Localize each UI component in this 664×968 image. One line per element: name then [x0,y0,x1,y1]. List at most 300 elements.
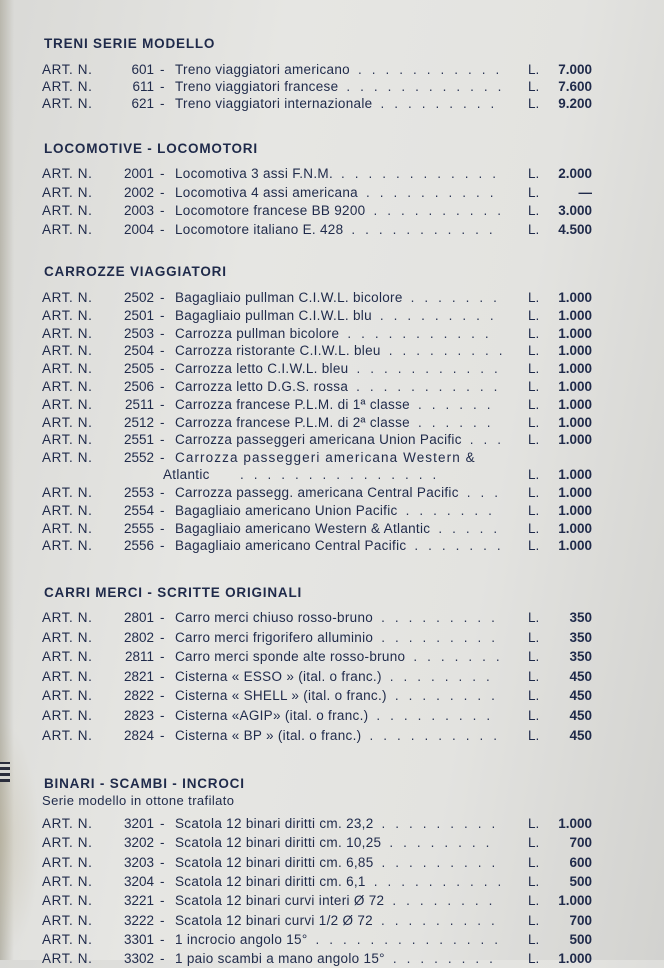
leader-dots: ....... [405,502,502,518]
currency-label: L. [528,485,540,500]
separator-dash: - [160,629,165,645]
article-price: 500 [569,873,592,889]
article-description: Locomotore italiano E. 428 [175,221,344,237]
article-label: ART. N. [42,166,93,181]
article-label: ART. N. [42,629,93,645]
article-number: 2502 [123,290,154,305]
currency-label: L. [528,221,540,237]
separator-dash: - [160,610,165,625]
separator-dash: - [160,79,165,94]
separator-dash: - [160,708,165,723]
article-price: — [578,184,592,200]
article-label: ART. N. [42,96,93,111]
article-number: 2552 [123,450,154,466]
section-title: CARROZZE VIAGGIATORI [44,264,227,279]
price-row [0,79,664,96]
currency-label: L. [528,343,540,359]
currency-label: L. [528,538,540,554]
currency-label: L. [528,96,540,111]
currency-label: L. [528,708,540,723]
section-title: CARRI MERCI - SCRITTE ORIGINALI [44,585,303,600]
article-label: ART. N. [42,361,93,377]
leader-dots: ............... [240,467,447,483]
leader-dots: ......... [381,629,505,645]
separator-dash: - [160,361,165,377]
article-description: Scatola 12 binari diritti cm. 23,2 [175,816,374,831]
separator-dash: - [160,668,165,684]
leader-dots: ........ [392,893,503,909]
article-number: 2004 [123,221,154,237]
article-description: Carrozza passegg. americana Central Pacific [175,485,459,500]
leader-dots: ......... [379,307,504,323]
leader-dots: ........... [357,62,510,77]
separator-dash: - [160,835,165,851]
article-price: 700 [569,912,592,928]
article-price: 350 [569,649,592,665]
article-description: Locomotiva 4 assi americana [175,184,358,200]
article-number: 2822 [123,688,154,704]
article-description: Scatola 12 binari diritti cm. 6,1 [175,873,366,889]
article-number: 3221 [123,893,154,909]
leader-dots: ....... [414,538,511,554]
separator-dash: - [160,414,165,430]
article-number: 3301 [123,931,154,947]
article-label: ART. N. [42,854,93,870]
separator-dash: - [160,166,165,181]
article-number: 3203 [123,854,154,870]
article-label: ART. N. [42,835,93,851]
separator-dash: - [160,688,165,704]
article-label: ART. N. [42,931,93,947]
article-label: ART. N. [42,485,93,500]
article-price: 500 [569,931,592,947]
article-label: ART. N. [42,502,93,518]
price-row [0,610,664,627]
article-description: Scatola 12 binari curvi interi Ø 72 [175,893,385,909]
article-description: Scatola 12 binari diritti cm. 10,25 [175,835,382,851]
leader-dots: ........ [392,951,503,967]
article-description: Carrozza letto C.I.W.L. bleu [175,361,349,377]
article-description: Bagagliaio americano Central Pacific [175,538,407,554]
article-number: 2811 [124,649,154,665]
price-row [0,203,664,220]
article-label: ART. N. [42,668,93,684]
separator-dash: - [160,854,165,870]
article-label: ART. N. [42,816,93,831]
article-price: 350 [569,629,592,645]
article-number: 3201 [123,816,154,831]
currency-label: L. [528,629,540,645]
article-description: 1 paio scambi a mano angolo 15° [175,951,385,967]
article-number: 621 [131,96,154,111]
separator-dash: - [160,184,165,200]
section-3 [0,264,664,554]
article-price: 1.000 [558,520,592,536]
section-1 [0,36,664,111]
article-description: Scatola 12 binari diritti cm. 6,85 [175,854,374,870]
article-label: ART. N. [42,649,93,665]
article-number: 601 [131,62,154,77]
article-description: Cisterna « BP » (ital. o franc.) [175,727,362,743]
article-price: 450 [569,668,592,684]
article-price: 1.000 [558,396,592,412]
article-description: Carrozza francese P.L.M. di 2ª classe [175,414,410,430]
separator-dash: - [160,450,165,466]
article-number: 2823 [123,708,154,723]
currency-label: L. [528,203,540,218]
article-price: 3.000 [558,203,592,218]
section-title: BINARI - SCAMBI - INCROCI [44,776,245,791]
leader-dots: ........ [389,668,500,684]
separator-dash: - [160,816,165,831]
currency-label: L. [528,379,540,394]
section-2 [0,141,664,237]
article-description: Cisterna «AGIP» (ital. o franc.) [175,708,369,723]
leader-dots: ...... [417,396,501,412]
leader-dots: ......... [388,343,513,359]
section-subtitle: Serie modello in ottone trafilato [42,793,235,808]
article-price: 1.000 [558,290,592,305]
separator-dash: - [160,502,165,518]
separator-dash: - [160,520,165,536]
article-description: Scatola 12 binari curvi 1/2 Ø 72 [175,912,373,928]
currency-label: L. [528,467,540,483]
article-number: 611 [132,79,154,94]
article-label: ART. N. [42,325,93,341]
currency-label: L. [528,62,540,77]
article-price: 1.000 [558,361,592,377]
price-row [0,326,664,343]
leader-dots: .............. [315,931,509,947]
article-price: 1.000 [558,485,592,500]
article-number: 3202 [123,835,154,851]
price-row [0,415,664,432]
price-row [0,835,664,852]
leader-dots: ...... [417,414,501,430]
article-description: Carro merci frigorifero alluminio [175,629,374,645]
separator-dash: - [160,893,165,909]
price-row [0,630,664,647]
price-row [0,688,664,705]
article-description: Carro merci sponde alte rosso-bruno [175,649,406,665]
article-description: Carrozza francese P.L.M. di 1ª classe [175,396,410,412]
article-description: Bagagliaio americano Union Pacific [175,502,398,518]
article-description: Locomotore francese BB 9200 [175,203,366,218]
article-number: 2511 [124,396,154,412]
article-description: Carrozza ristorante C.I.W.L. bleu [175,343,381,359]
section-4 [0,585,664,743]
leader-dots: ........ [394,688,505,704]
price-row [0,669,664,686]
price-row [0,308,664,325]
section-5 [0,776,664,967]
article-price: 450 [569,688,592,704]
article-number: 2003 [123,203,154,218]
leader-dots: ......... [381,854,506,870]
price-row [0,855,664,872]
article-description: Carrozza pullman bicolore [175,325,340,341]
leader-dots: ........... [351,221,503,237]
article-number: 2551 [123,432,154,448]
article-description: 1 incrocio angolo 15° [175,931,308,947]
leader-dots: ... [469,432,512,448]
article-price: 700 [569,835,592,851]
currency-label: L. [528,816,540,831]
article-number: 2801 [123,610,154,625]
article-number: 2504 [123,343,154,359]
article-label: ART. N. [42,708,93,723]
article-price: 1.000 [558,432,592,448]
separator-dash: - [160,931,165,947]
currency-label: L. [528,835,540,851]
article-description: Treno viaggiatori francese [175,79,339,94]
leader-dots: ..... [438,520,508,536]
article-description: Carro merci chiuso rosso-bruno [175,610,374,625]
article-price: 350 [569,610,592,625]
article-label: ART. N. [42,396,93,412]
article-price: 1.000 [558,325,592,341]
leader-dots: ........... [347,325,499,341]
article-number: 2555 [123,520,154,536]
price-row [0,816,664,833]
price-row [0,503,664,520]
article-label: ART. N. [42,873,93,889]
article-number: 3302 [123,951,154,967]
price-row [0,913,664,930]
currency-label: L. [528,502,540,518]
leader-dots: .......... [373,873,512,889]
article-number: 2512 [123,414,154,430]
leader-dots: ......... [376,708,501,723]
article-description: Carrozza passeggeri americana Western & [175,450,476,466]
separator-dash: - [160,290,165,305]
leader-dots: ......... [381,816,506,831]
article-number: 2802 [123,629,154,645]
article-label: ART. N. [42,343,93,359]
article-description: Carrozza passeggeri americana Union Pacific [175,432,462,448]
currency-label: L. [528,184,540,200]
article-price: 7.600 [558,79,592,94]
article-price: 4.500 [558,221,592,237]
price-row [0,96,664,113]
article-price: 1.000 [558,467,592,483]
price-row [0,185,664,202]
article-price: 9.200 [558,96,592,111]
separator-dash: - [160,307,165,323]
article-label: ART. N. [42,221,93,237]
article-price: 450 [569,708,592,723]
price-row [0,538,664,555]
price-row [0,343,664,360]
leader-dots: ....... [410,290,507,305]
description-continuation: Atlantic [163,467,210,483]
separator-dash: - [160,727,165,743]
separator-dash: - [160,203,165,218]
price-row [0,222,664,239]
article-price: 1.000 [558,343,592,359]
article-number: 2506 [123,379,154,394]
currency-label: L. [528,325,540,341]
article-number: 2824 [123,727,154,743]
separator-dash: - [160,951,165,967]
currency-label: L. [528,912,540,928]
price-row [0,893,664,910]
separator-dash: - [160,396,165,412]
separator-dash: - [160,432,165,448]
currency-label: L. [528,893,540,909]
article-price: 1.000 [558,538,592,554]
price-row [0,290,664,307]
separator-dash: - [160,873,165,889]
article-price: 1.000 [558,951,592,967]
article-number: 2556 [123,538,154,554]
article-price: 1.000 [558,414,592,430]
currency-label: L. [528,668,540,684]
article-number: 2821 [123,668,154,684]
price-row [0,166,664,183]
price-row [0,874,664,891]
price-row [0,485,664,502]
article-number: 3222 [123,912,154,928]
article-price: 1.000 [558,502,592,518]
currency-label: L. [528,79,540,94]
price-row [0,450,664,483]
article-label: ART. N. [42,307,93,323]
leader-dots: ......... [380,912,505,928]
price-row [0,379,664,396]
separator-dash: - [160,325,165,341]
currency-label: L. [528,649,540,665]
article-number: 2001 [123,166,154,181]
article-price: 600 [569,854,592,870]
currency-label: L. [528,951,540,967]
article-label: ART. N. [42,290,93,305]
article-price: 7.000 [558,62,592,77]
currency-label: L. [528,931,540,947]
price-row [0,932,664,949]
article-number: 2554 [123,502,154,518]
article-label: ART. N. [42,520,93,536]
article-description: Bagagliaio pullman C.I.W.L. bicolore [175,290,403,305]
article-number: 2553 [123,485,154,500]
article-label: ART. N. [42,538,93,554]
article-price: 1.000 [558,816,592,831]
currency-label: L. [528,873,540,889]
price-row [0,432,664,449]
article-description: Bagagliaio pullman C.I.W.L. blu [175,307,372,323]
article-label: ART. N. [42,951,93,967]
price-row [0,521,664,538]
currency-label: L. [528,727,540,743]
separator-dash: - [160,912,165,928]
article-label: ART. N. [42,414,93,430]
currency-label: L. [528,396,540,412]
price-row [0,728,664,745]
price-row [0,708,664,725]
article-price: 1.000 [558,893,592,909]
article-price: 1.000 [558,307,592,323]
leader-dots: ....... [413,649,510,665]
article-price: 450 [569,727,592,743]
leader-dots: ........ [389,835,500,851]
currency-label: L. [528,432,540,448]
separator-dash: - [160,96,165,111]
leader-dots: .......... [369,727,507,743]
article-label: ART. N. [42,727,93,743]
article-description: Cisterna « SHELL » (ital. o franc.) [175,688,387,704]
article-description: Carrozza letto D.G.S. rossa [175,379,349,394]
article-number: 3204 [123,873,154,889]
article-label: ART. N. [42,62,93,77]
separator-dash: - [160,649,165,665]
leader-dots: ............ [341,166,507,181]
price-row [0,649,664,666]
separator-dash: - [160,538,165,554]
currency-label: L. [528,520,540,536]
article-number: 2505 [123,361,154,377]
separator-dash: - [160,379,165,394]
leader-dots: ... [466,485,509,500]
currency-label: L. [528,166,540,181]
article-label: ART. N. [42,379,93,394]
article-label: ART. N. [42,79,93,94]
leader-dots: .......... [365,184,504,200]
currency-label: L. [528,307,540,323]
separator-dash: - [160,343,165,359]
currency-label: L. [528,688,540,704]
article-label: ART. N. [42,893,93,909]
separator-dash: - [160,485,165,500]
article-number: 2501 [123,307,154,323]
section-title: TRENI SERIE MODELLO [44,36,216,51]
article-description: Bagagliaio americano Western & Atlantic [175,520,431,536]
leader-dots: ........... [356,361,508,377]
article-description: Locomotiva 3 assi F.N.M. [175,166,334,181]
section-title: LOCOMOTIVE - LOCOMOTORI [44,141,258,156]
article-description: Treno viaggiatori internazionale [175,96,373,111]
article-price: 1.000 [558,379,592,394]
article-label: ART. N. [42,184,93,200]
article-label: ART. N. [42,610,93,625]
price-row [0,62,664,79]
currency-label: L. [528,361,540,377]
price-row [0,361,664,378]
article-description: Cisterna « ESSO » (ital. o franc.) [175,668,382,684]
leader-dots: ........... [356,379,508,394]
article-description: Treno viaggiatori americano [175,62,350,77]
binding-stripes [0,762,10,782]
leader-dots: ......... [381,610,505,625]
price-row [0,397,664,414]
article-price: 2.000 [558,166,592,181]
currency-label: L. [528,854,540,870]
article-label: ART. N. [42,912,93,928]
currency-label: L. [528,290,540,305]
article-number: 2503 [123,325,154,341]
separator-dash: - [160,62,165,77]
article-number: 2002 [123,184,154,200]
leader-dots: ............ [346,79,512,94]
article-label: ART. N. [42,450,93,466]
separator-dash: - [160,221,165,237]
leader-dots: ......... [380,96,505,111]
article-label: ART. N. [42,203,93,218]
article-label: ART. N. [42,688,93,704]
currency-label: L. [528,414,540,430]
leader-dots: .......... [373,203,511,218]
currency-label: L. [528,610,540,625]
article-label: ART. N. [42,432,93,448]
